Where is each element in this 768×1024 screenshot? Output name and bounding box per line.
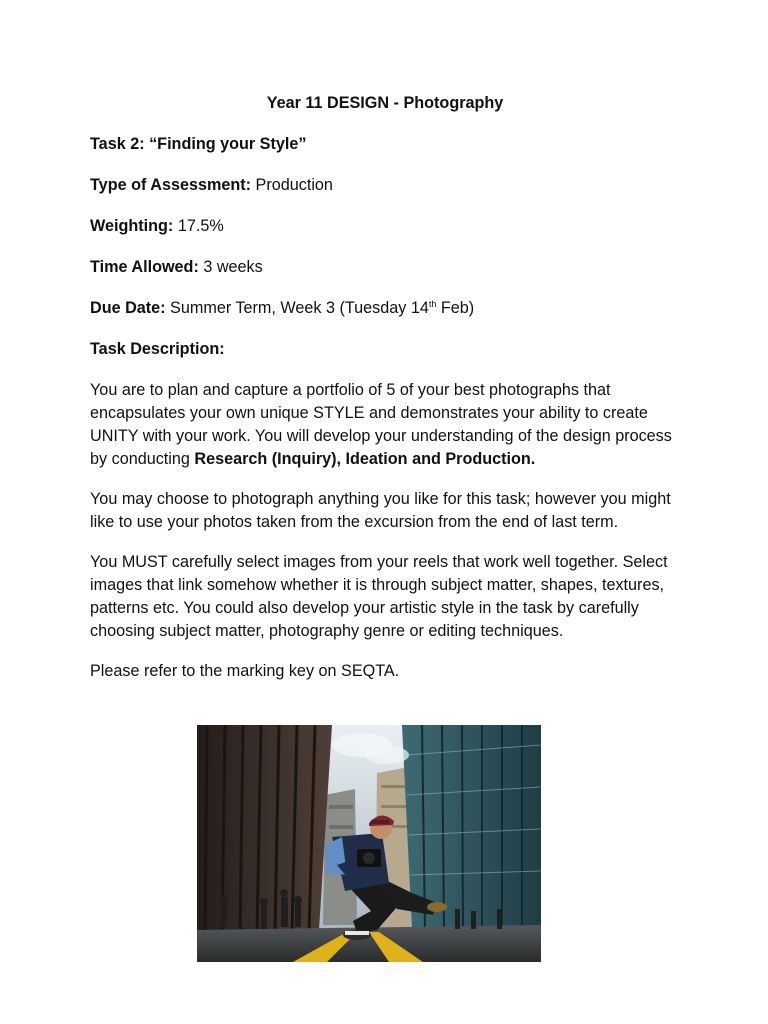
description-paragraph-2: You may choose to photograph anything you like for this task; however you might like to use your photos taken from the excursion from the end of last term. [90, 490, 671, 531]
task-heading: Task 2: “Finding your Style” [90, 135, 307, 153]
due-date-value: Summer Term, Week 3 (Tuesday 14 [165, 299, 429, 317]
time-allowed-value: 3 weeks [198, 258, 263, 276]
example-photograph [197, 725, 541, 962]
task-description-heading: Task Description: [90, 340, 225, 358]
weighting-label: Weighting: [90, 217, 174, 235]
description-paragraph-1 [90, 379, 680, 471]
time-allowed-label: Time Allowed: [90, 258, 199, 276]
assessment-type-label: Type of Assessment: [90, 176, 252, 194]
due-date-value-end: Feb) [436, 299, 475, 317]
time-allowed-line [90, 256, 680, 279]
assessment-type-value: Production [251, 176, 333, 194]
due-date-line [90, 297, 680, 320]
document-body [90, 92, 680, 700]
description-paragraph-3: You MUST carefully select images from your reels that work well together. Select images that link somehow whether it is through subject matter, shapes, textures, patterns etc. You could also develop your artistic style in the task by carefully choosing subject matter, photography genre or editing techniques. [90, 553, 668, 640]
description-paragraph-4: Please refer to the marking key on SEQTA. [90, 662, 400, 680]
paragraph-1-bold: Research (Inquiry), Ideation and Production. [194, 450, 536, 468]
paragraph-1-text: You are to plan and capture a portfolio of 5 of your best photographs that encapsulates your own unique STYLE and demonstrates your ability to create UNITY with your work. You will develop your understanding of the design process by conducting [90, 381, 672, 468]
weighting-value: 17.5% [173, 217, 224, 235]
due-date-superscript: th [428, 299, 437, 309]
city-street-photo-image [197, 725, 541, 962]
document-title: Year 11 DESIGN - Photography [266, 94, 504, 112]
assessment-type-line [90, 174, 680, 197]
due-date-label: Due Date: [90, 299, 166, 317]
weighting-line [90, 215, 680, 238]
